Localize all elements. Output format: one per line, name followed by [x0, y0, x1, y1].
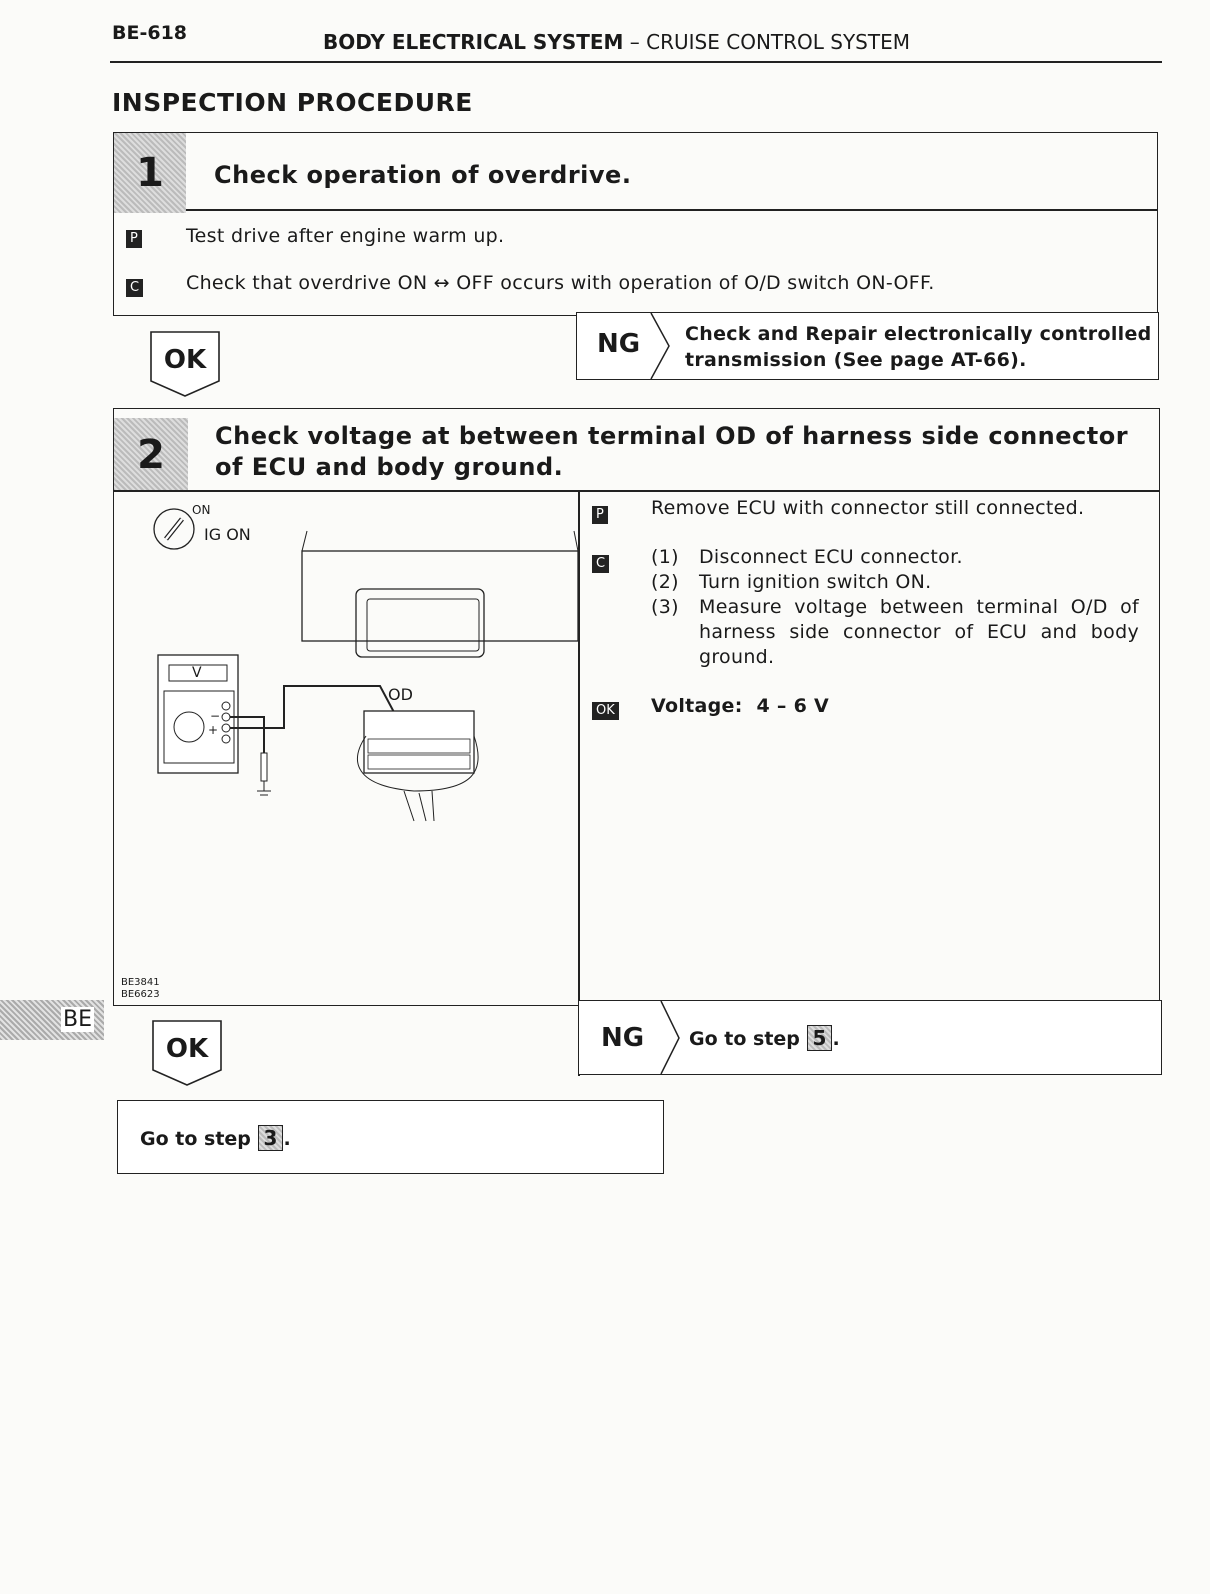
step1-check: Check that overdrive ON ↔ OFF occurs with operation of O/D switch ON-OFF.: [186, 272, 935, 294]
subsection-name: CRUISE CONTROL SYSTEM: [646, 30, 910, 54]
code: BE6623: [121, 989, 160, 1000]
ig-on-label: IG ON: [204, 525, 251, 544]
period: .: [283, 1128, 291, 1150]
ng-text-line: transmission (See page AT-66).: [685, 349, 1027, 371]
step2-ok-marker: [152, 1020, 222, 1086]
ok-label: OK: [163, 345, 207, 375]
step2-title: [215, 421, 1128, 483]
ok-criteria: [651, 695, 829, 717]
switch-on-label: ON: [192, 503, 211, 517]
code: BE3841: [121, 977, 160, 988]
header-rule: [110, 61, 1162, 63]
step-text: Turn ignition switch ON.: [699, 571, 932, 593]
check-step: [651, 595, 1139, 670]
ng-action: [685, 321, 1152, 373]
plus-label: +: [208, 723, 219, 737]
criteria-value: 4 – 6 V: [756, 695, 830, 717]
check-step: [651, 545, 1139, 570]
voltmeter-connector-illustration: [114, 491, 578, 1005]
step-3-link[interactable]: 3: [258, 1125, 284, 1151]
chevron-icon: [659, 1001, 683, 1074]
ok-badge: OK: [592, 702, 619, 720]
divider: [186, 209, 1157, 211]
c-badge: C: [592, 555, 609, 573]
section-title: [323, 30, 910, 54]
page-number: BE-618: [112, 22, 188, 44]
step1-box: [113, 132, 1158, 316]
separator: –: [629, 30, 640, 54]
step2-procedure: Remove ECU with connector still connected.: [651, 497, 1085, 519]
ok-go-to: [140, 1125, 291, 1151]
side-tab: [0, 1000, 104, 1040]
step1-title: Check operation of overdrive.: [214, 161, 632, 189]
step2-ok-box: [117, 1100, 664, 1174]
p-badge: P: [126, 230, 142, 248]
page-heading: INSPECTION PROCEDURE: [112, 88, 473, 117]
meter-label: V: [192, 665, 202, 681]
chevron-icon: [649, 313, 673, 379]
figure-code: [121, 977, 160, 1001]
period: .: [832, 1028, 840, 1050]
step2-ng-box: [578, 1000, 1162, 1075]
check-step: [651, 570, 1139, 595]
step1-number: 1: [114, 133, 186, 213]
divider: [578, 490, 580, 1076]
criteria-label: Voltage:: [651, 695, 743, 717]
ng-label: NG: [601, 1023, 645, 1053]
step1-procedure: Test drive after engine warm up.: [186, 225, 505, 247]
wiring-diagram: [114, 491, 578, 1005]
step2-box: [113, 408, 1160, 1006]
step-text: Disconnect ECU connector.: [699, 546, 963, 568]
go-text: Go to step: [140, 1128, 251, 1150]
ng-text-line: Check and Repair electronically controlled: [685, 323, 1152, 345]
title-line: of ECU and body ground.: [215, 453, 564, 481]
ok-label: OK: [165, 1034, 209, 1064]
od-terminal-label: OD: [388, 685, 413, 704]
step-5-link[interactable]: 5: [807, 1025, 833, 1051]
step2-number: 2: [114, 418, 188, 491]
step-text: Measure voltage between terminal O/D of harness side connector of ECU and body ground.: [699, 596, 1139, 668]
step1-ok-marker: [150, 331, 220, 397]
c-badge: C: [126, 279, 143, 297]
go-text: Go to step: [689, 1028, 800, 1050]
side-tab-label: BE: [63, 1007, 92, 1032]
minus-label: −: [210, 709, 221, 723]
step2-check-list: [651, 545, 1139, 670]
step-num: (2): [651, 571, 679, 593]
ng-go-to: [689, 1025, 840, 1051]
p-badge: P: [592, 506, 608, 524]
step-num: (3): [651, 596, 679, 618]
title-line: Check voltage at between terminal OD of harness side connector: [215, 422, 1129, 450]
step-num: (1): [651, 546, 679, 568]
step1-ng-box: [576, 312, 1159, 380]
ng-label: NG: [597, 329, 641, 359]
section-name: BODY ELECTRICAL SYSTEM: [323, 30, 624, 54]
